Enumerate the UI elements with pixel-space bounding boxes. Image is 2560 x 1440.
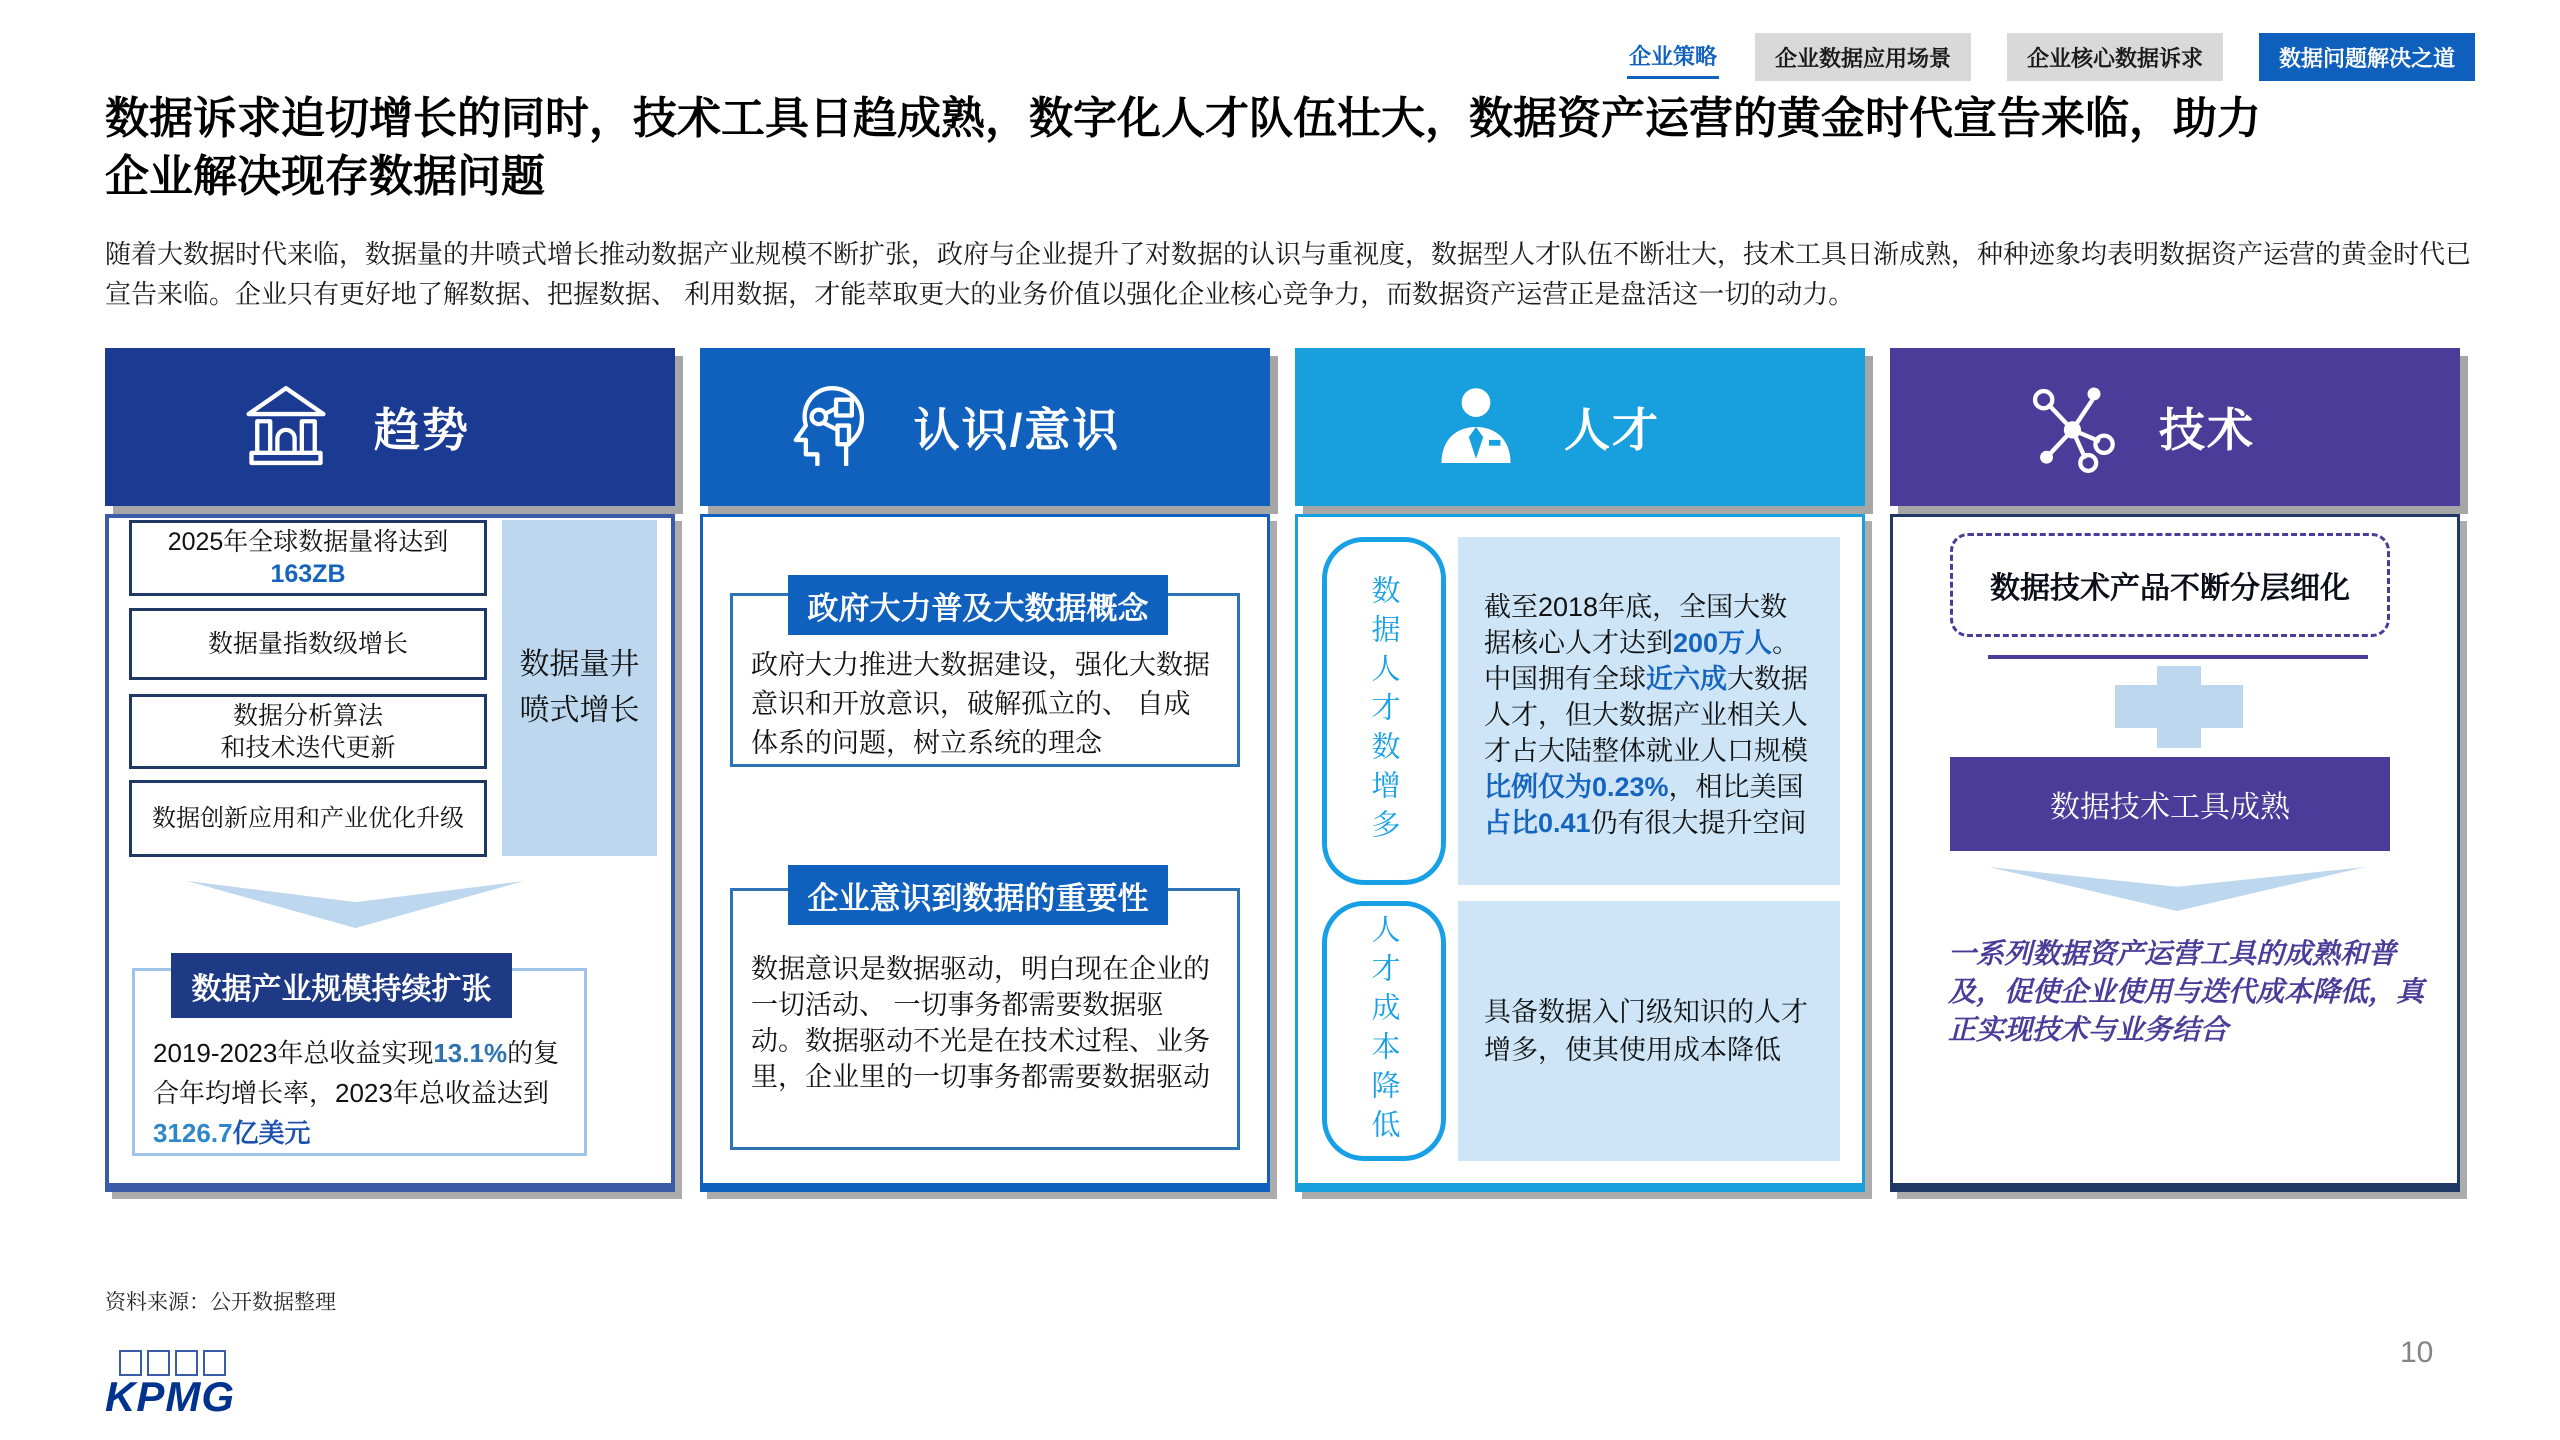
talent-tag-growth — [1322, 537, 1446, 885]
technology-dashed-box: 数据技术产品不断分层细化 — [1950, 533, 2390, 637]
talent-segment: 大数据人才，但大数据产业相关人才占大陆整体就业人口规模 — [1484, 664, 1808, 766]
page-title: 数据诉求迫切增长的同时，技术工具日趋成熟，数字化人才队伍壮大，数据资产运营的黄金时代宣告来临，助力企业解决现存数据问题 — [105, 94, 2261, 201]
talent-segment: 截至2018年底，全国大数据核心人才达到 — [1484, 592, 1788, 658]
intro-paragraph: 随着大数据时代来临，数据量的井喷式增长推动数据产业规模不断扩张，政府与企业提升了对数据的认识与重视度，数据型人才队伍不断壮大，技术工具日渐成熟，种种迹象均表明数据资产运营的黄金时代已宣告来临。企业只有更好地了解数据、把握数据、 利用数据，才能萃取更大的业务价值以强化企业核心竞争力，而数据资产运营正是盘活这一切的动力。 — [105, 239, 2472, 309]
awareness-section1-body: 政府大力推进大数据建设，强化大数据意识和开放意识，破解孤立的、 自成体系的问题，树立系统的理念 — [751, 650, 1210, 758]
talent-panel-text: 具备数据入门级知识的人才增多，使其使用成本降低 — [1484, 997, 1808, 1065]
trend-box-exponential-growth — [129, 608, 487, 680]
trend-box-line: 2025年全球数据量将达到 — [167, 528, 449, 556]
tab-enterprise-strategy[interactable]: 企业策略 — [1627, 35, 1719, 79]
trend-box-line: 数据量指数级增长 — [207, 630, 408, 658]
trend-box-line: 和技术迭代更新 — [220, 733, 396, 762]
plus-icon — [2115, 685, 2243, 728]
summary-highlight: 13.1% — [433, 1038, 508, 1068]
talent-segment: ，相比美国 — [1668, 772, 1804, 802]
trend-summary-text — [153, 1033, 570, 1153]
trend-column-title: 趋势 — [374, 404, 470, 456]
talent-highlight: 占比0.41 — [1484, 808, 1591, 838]
tab-core-data-demands[interactable]: 企业核心数据诉求 — [2007, 33, 2223, 81]
talent-tag-cost — [1322, 901, 1446, 1161]
awareness-column-title: 认识/意识 — [913, 404, 1121, 456]
summary-highlight: 3126.7 — [153, 1118, 233, 1148]
summary-segment: 的复合年均增长率，2023年总收益达到 — [153, 1038, 560, 1108]
trend-column-header — [105, 348, 675, 506]
awareness-section2-title: 企业意识到数据的重要性 — [788, 865, 1168, 925]
divider-line — [1988, 655, 2368, 659]
summary-highlight: 亿美元 — [232, 1118, 311, 1148]
molecule-icon — [2025, 381, 2117, 473]
talent-column-title: 人才 — [1564, 404, 1660, 456]
head-circuit-icon — [780, 381, 872, 473]
talent-panel-cost — [1458, 901, 1840, 1161]
awareness-section2-body: 数据意识是数据驱动，明白现在企业的一切活动、 一切事务都需要数据驱动。数据驱动不光是在技术过程、业务里，企业里的一切事务都需要数据驱动 — [751, 954, 1210, 1092]
trend-side-panel: 数据量井喷式增长 — [502, 520, 657, 856]
trend-box-global-data-volume — [129, 520, 487, 596]
summary-segment: 2019-2023年总收益实现 — [153, 1038, 434, 1068]
down-arrow-icon — [187, 881, 524, 928]
top-nav — [1627, 33, 2475, 81]
talent-panel-growth — [1458, 537, 1840, 885]
awareness-section2-box — [730, 888, 1240, 1150]
talent-segment: 。 — [1772, 628, 1800, 658]
trend-column-body — [105, 514, 675, 1192]
technology-column-body — [1890, 514, 2460, 1192]
tab-data-application-scenarios[interactable]: 企业数据应用场景 — [1755, 33, 1971, 81]
talent-tag-text: 人才成本降低 — [1367, 914, 1400, 1148]
talent-column-body — [1295, 514, 1865, 1192]
kpmg-logo — [105, 1350, 235, 1421]
technology-conclusion: 一系列数据资产运营工具的成熟和普及，促使企业使用与迭代成本降低，真正实现技术与业务结合 — [1948, 938, 2425, 1045]
technology-solid-box: 数据技术工具成熟 — [1950, 757, 2390, 851]
talent-segment: 仍有很大提升空间 — [1590, 808, 1807, 838]
talent-highlight: 比例仅为0.23% — [1484, 772, 1669, 802]
page-number: 10 — [2400, 1336, 2434, 1369]
businessman-icon — [1430, 381, 1522, 473]
awareness-column-header — [700, 348, 1270, 506]
tab-data-problem-solutions[interactable]: 数据问题解决之道 — [2259, 33, 2475, 81]
trend-box-value: 163ZB — [270, 560, 346, 588]
trend-box-line: 数据创新应用和产业优化升级 — [152, 804, 464, 832]
talent-segment: 中国拥有全球 — [1484, 664, 1646, 694]
source-note: 资料来源：公开数据整理 — [105, 1291, 336, 1314]
awareness-section1-title: 政府大力普及大数据概念 — [788, 575, 1168, 635]
trend-box-innovation-upgrade — [129, 780, 487, 857]
bank-icon — [240, 381, 332, 473]
kpmg-logo-text: KPMG — [105, 1373, 235, 1420]
talent-column-header — [1295, 348, 1865, 506]
talent-highlight: 近六成 — [1646, 664, 1727, 694]
talent-highlight: 200万人 — [1673, 628, 1773, 658]
technology-column-title: 技术 — [2159, 404, 2255, 456]
trend-box-line: 数据分析算法 — [232, 701, 383, 730]
trend-box-algorithm-iteration — [129, 694, 487, 769]
talent-tag-text: 数据人才数增多 — [1367, 574, 1400, 848]
technology-column-header — [1890, 348, 2460, 506]
awareness-column-body — [700, 514, 1270, 1192]
down-arrow-icon — [1989, 867, 2365, 911]
trend-banner: 数据产业规模持续扩张 — [171, 953, 512, 1018]
